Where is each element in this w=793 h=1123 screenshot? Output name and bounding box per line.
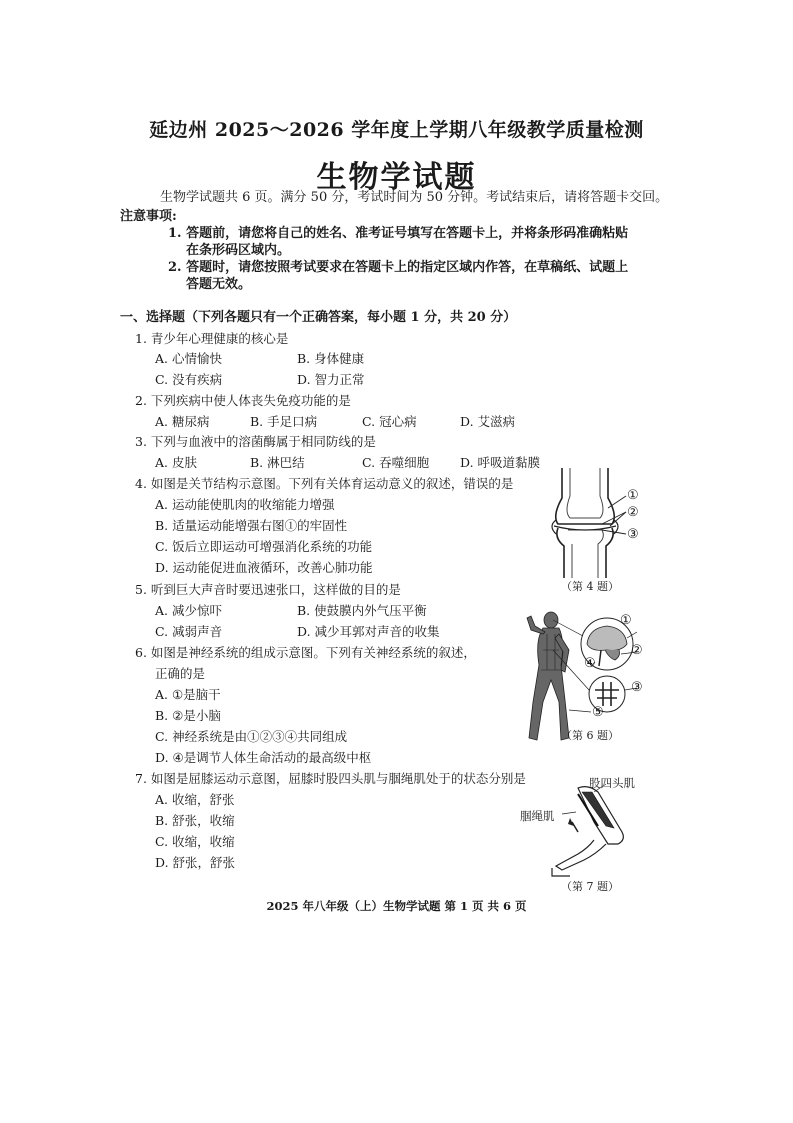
intro-text: 生物学试题共 6 页。满分 50 分，考试时间为 50 分钟。考试结束后，请将答题卡交回。: [160, 190, 669, 205]
question-2-option-a: A. 糖尿病: [155, 414, 210, 429]
question-3-option-b: B. 淋巴结: [250, 455, 305, 470]
fig6-caption: （第 6 题）: [561, 729, 619, 742]
notice-item-2-cont: 答题无效。: [186, 277, 252, 292]
question-3-option-d: D. 呼吸道黏膜: [460, 455, 541, 470]
question-1-option-a: A. 心情愉快: [155, 351, 222, 366]
fig6-label-3: ③: [631, 680, 643, 695]
section-heading: 一、选择题（下列各题只有一个正确答案，每小题 1 分，共 20 分）: [120, 310, 517, 325]
question-4-option-b: B. 适量运动能增强右图①的牢固性: [155, 518, 348, 533]
fig7-label-hamstring: 腘绳肌: [520, 809, 555, 823]
fig6-label-4: ④: [584, 656, 596, 671]
question-7-option-c: C. 收缩，收缩: [155, 834, 235, 849]
fig6-label-1: ①: [620, 613, 632, 628]
question-3-option-c: C. 吞噬细胞: [362, 455, 430, 470]
question-4-option-a: A. 运动能使肌肉的收缩能力增强: [155, 497, 335, 512]
knee-flexion-diagram: [548, 782, 648, 877]
question-5-stem: 5. 听到巨大声音时要迅速张口，这样做的目的是: [135, 582, 401, 597]
notice-heading: 注意事项:: [120, 209, 177, 224]
question-2-option-b: B. 手足口病: [250, 414, 318, 429]
notice-item-2: 2. 答题时，请您按照考试要求在答题卡上的指定区域内作答，在草稿纸、试题上: [168, 260, 629, 275]
exam-title: 延边州 2025～2026 学年度上学期八年级教学质量检测: [149, 119, 644, 141]
question-2-option-c: C. 冠心病: [362, 414, 417, 429]
subject-title: 生物学试题: [316, 160, 477, 195]
question-3-option-a: A. 皮肤: [155, 455, 197, 470]
fig4-label-3: ③: [627, 527, 639, 542]
question-1-option-b: B. 身体健康: [297, 351, 365, 366]
notice-item-1-cont: 在条形码区域内。: [186, 243, 291, 258]
question-6-option-a: A. ①是脑干: [155, 687, 221, 702]
question-5-option-c: C. 减弱声音: [155, 624, 223, 639]
question-7-option-b: B. 舒张，收缩: [155, 813, 235, 828]
question-6-stem: 6. 如图是神经系统的组成示意图。下列有关神经系统的叙述，: [135, 645, 476, 660]
question-7-option-a: A. 收缩，舒张: [155, 792, 235, 807]
fig7-caption: （第 7 题）: [561, 880, 619, 893]
question-1-option-c: C. 没有疾病: [155, 372, 223, 387]
fig6-label-2: ②: [631, 643, 643, 658]
question-2-option-d: D. 艾滋病: [460, 414, 516, 429]
question-2-stem: 2. 下列疾病中使人体丧失免疫功能的是: [135, 393, 351, 408]
question-4-stem: 4. 如图是关节结构示意图。下列有关体育运动意义的叙述，错误的是: [135, 476, 514, 491]
question-6-stem-cont: 正确的是: [155, 666, 206, 681]
fig4-label-1: ①: [627, 488, 639, 503]
question-7-option-d: D. 舒张，舒张: [155, 855, 236, 870]
page-footer: 2025 年八年级（上）生物学试题 第 1 页 共 6 页: [266, 899, 527, 913]
question-1-stem: 1. 青少年心理健康的核心是: [135, 331, 289, 346]
question-4-option-c: C. 饭后立即运动可增强消化系统的功能: [155, 539, 373, 554]
question-3-stem: 3. 下列与血液中的溶菌酶属于相同防线的是: [135, 434, 376, 449]
fig6-label-5: ⑤: [592, 705, 604, 720]
question-5-option-d: D. 减少耳郭对声音的收集: [297, 624, 440, 639]
fig4-label-2: ②: [627, 505, 639, 520]
fig4-caption: （第 4 题）: [561, 580, 619, 593]
question-6-option-d: D. ④是调节人体生命活动的最高级中枢: [155, 750, 372, 765]
question-6-option-c: C. 神经系统是由①②③④共同组成: [155, 729, 348, 744]
question-5-option-a: A. 减少惊吓: [155, 603, 222, 618]
question-6-option-b: B. ②是小脑: [155, 708, 221, 723]
question-5-option-b: B. 使鼓膜内外气压平衡: [297, 603, 427, 618]
question-1-option-d: D. 智力正常: [297, 372, 365, 387]
question-7-stem: 7. 如图是屈膝运动示意图，屈膝时股四头肌与腘绳肌处于的状态分别是: [135, 771, 526, 786]
fig7-label-quadriceps: 股四头肌: [589, 776, 635, 790]
joint-diagram: [540, 468, 670, 578]
notice-item-1: 1. 答题前，请您将自己的姓名、准考证号填写在答题卡上，并将条形码准确粘贴: [168, 226, 629, 241]
question-4-option-d: D. 运动能促进血液循环，改善心肺功能: [155, 560, 373, 575]
